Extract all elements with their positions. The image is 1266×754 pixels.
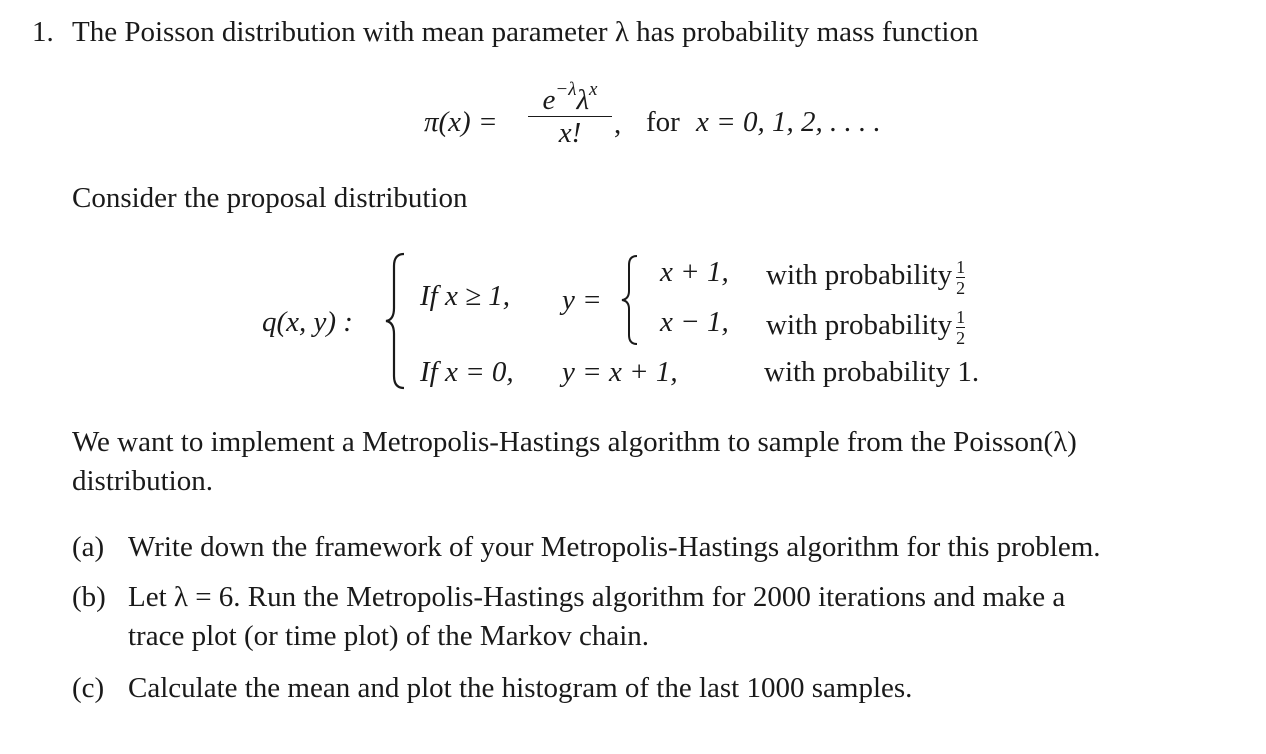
part-b-text-1: Let λ = 6. Run the Metropolis-Hastings algorithm for 2000 iterations and make a <box>128 581 1066 613</box>
part-b-label: (b) <box>72 581 106 613</box>
case2-y: y = x + 1, <box>562 356 678 388</box>
goal-line-2: distribution. <box>72 465 213 497</box>
part-a-text: Write down the framework of your Metropolis-Hastings algorithm for this problem. <box>128 531 1101 563</box>
part-a-label: (a) <box>72 531 105 563</box>
part-c-label: (c) <box>72 672 105 704</box>
case1-y: y = <box>562 284 602 316</box>
proposal-intro: Consider the proposal distribution <box>72 182 468 214</box>
part-c-text: Calculate the mean and plot the histogram of the last 1000 samples. <box>128 672 913 704</box>
pmf-domain: x = 0, 1, 2, . . . . <box>696 106 881 138</box>
pmf-numerator: $e^{-\lambda}\lambda^x$ <box>542 79 598 116</box>
proposal-lhs: q(x, y) : <box>262 306 353 338</box>
case2-prob: with probability 1. <box>764 356 980 388</box>
problem-intro: The Poisson distribution with mean parameter λ has probability mass function <box>72 16 979 48</box>
pmf-denominator: x! <box>558 117 582 150</box>
pmf-for: for <box>646 106 680 138</box>
case1b-prob: with probability $\frac{1}{2}$ <box>766 307 966 348</box>
pmf-comma: , <box>614 108 622 140</box>
goal-line-1: We want to implement a Metropolis-Hastings algorithm to sample from the Poisson(λ) <box>72 426 1077 458</box>
case1a-value: x + 1, <box>660 256 729 288</box>
outer-brace-icon <box>384 252 408 390</box>
inner-brace-icon <box>620 254 640 346</box>
problem-number: 1. <box>32 16 54 48</box>
case2-condition: If x = 0, <box>420 356 514 388</box>
part-b-text-2: trace plot (or time plot) of the Markov chain. <box>128 620 650 652</box>
pmf-lhs: π(x) = <box>424 106 498 138</box>
case1-condition: If x ≥ 1, <box>420 280 511 312</box>
case1b-value: x − 1, <box>660 306 729 338</box>
case1a-prob: with probability $\frac{1}{2}$ <box>766 257 966 298</box>
pmf-fraction <box>528 80 612 149</box>
